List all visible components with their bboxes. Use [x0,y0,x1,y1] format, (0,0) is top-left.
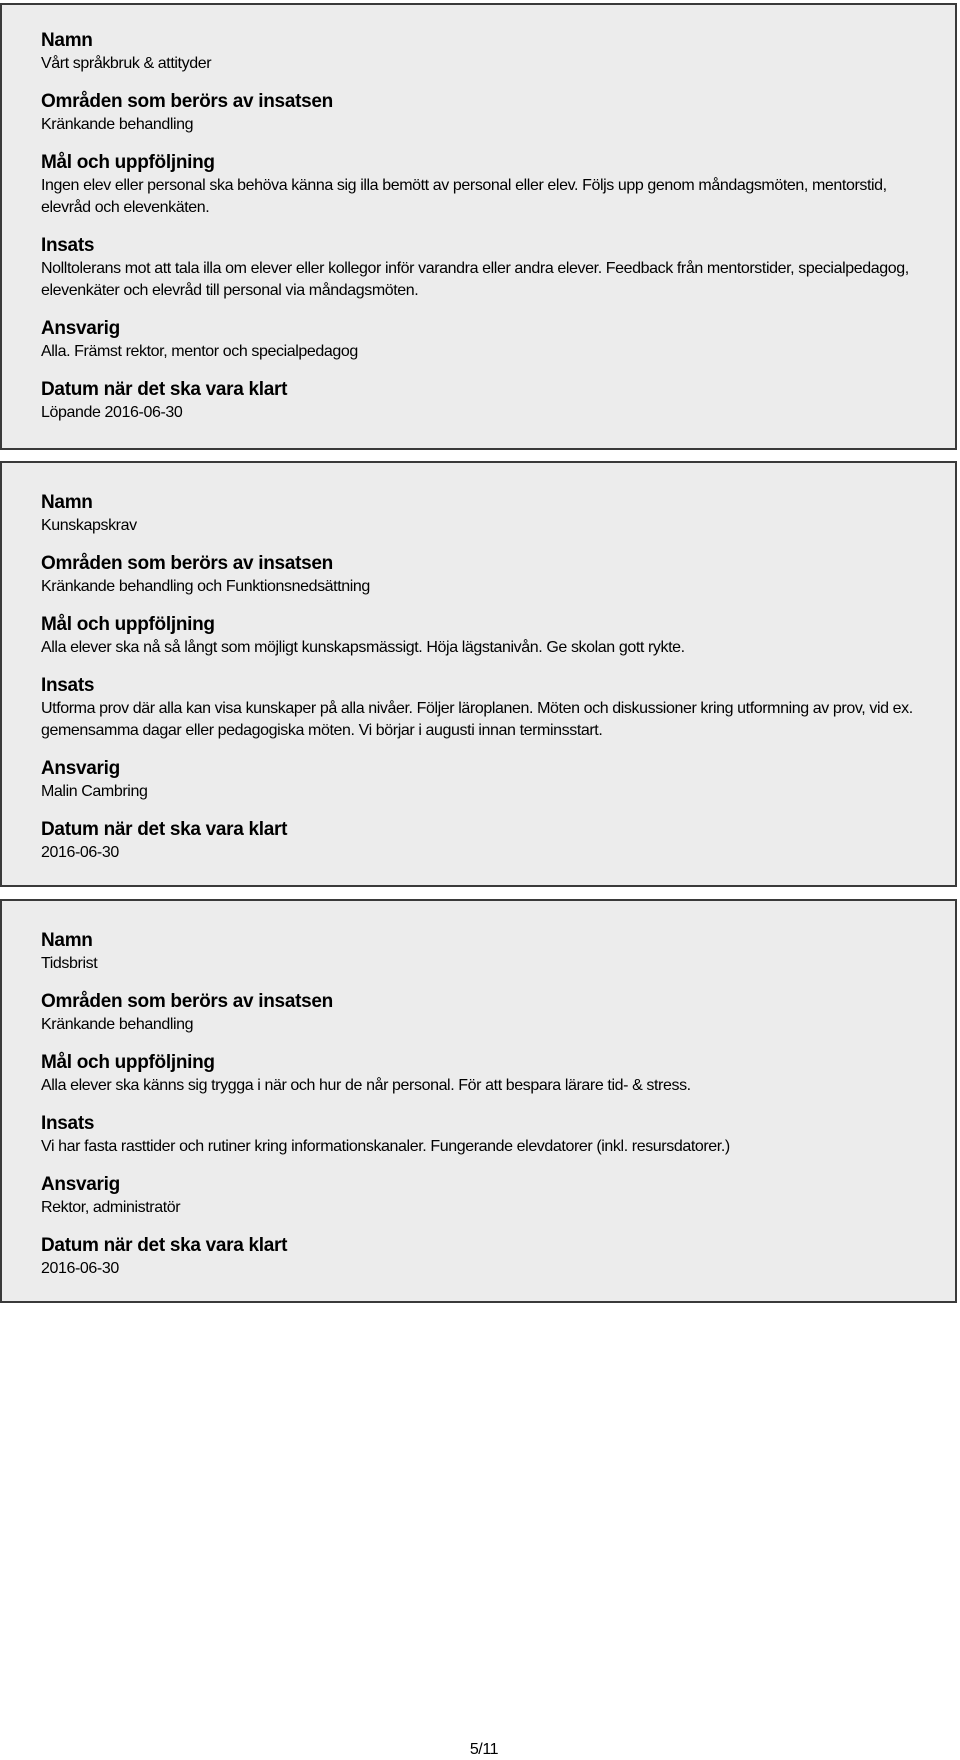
plan-entry-card [0,3,957,450]
field-value: Löpande 2016-06-30 [41,404,183,421]
areas-field [41,552,935,598]
name-field [41,29,935,75]
field-label: Områden som berörs av insatsen [41,553,333,574]
field-label: Ansvarig [41,318,120,339]
field-value: Tidsbrist [41,955,98,972]
field-label: Namn [41,930,93,951]
field-label: Datum när det ska vara klart [41,379,288,400]
action-field [41,674,935,742]
deadline-field [41,818,935,864]
field-value: Ingen elev eller personal ska behöva känna sig illa bemött av personal eller elev. Följs upp genom måndagsmöten, mentorstid, elevråd och elevenkäten. [41,177,887,216]
field-value: Malin Cambring [41,783,148,800]
field-value: Alla elever ska nå så långt som möjligt kunskapsmässigt. Höja lägstanivån. Ge skolan gott rykte. [41,639,685,656]
goal-field [41,613,935,659]
action-field [41,234,935,302]
field-value: Utforma prov där alla kan visa kunskaper på alla nivåer. Följer läroplanen. Möten och diskussioner kring utformning av prov, vid ex. gemensamma dagar eller pedagogiska möten. Vi börjar i augusti innan terminsstart. [41,700,913,739]
areas-field [41,990,935,1036]
deadline-field [41,378,935,424]
field-value: Alla elever ska känns sig trygga i när och hur de når personal. För att bespara lärare tid- & stress. [41,1077,691,1094]
field-value: Vårt språkbruk & attityder [41,55,212,72]
responsible-field [41,757,935,803]
field-label: Datum när det ska vara klart [41,1235,288,1256]
field-label: Namn [41,30,93,51]
name-field [41,929,935,975]
field-label: Ansvarig [41,758,120,779]
page-number: 5/11 [469,1741,499,1758]
deadline-field [41,1234,935,1280]
field-value: Kunskapskrav [41,517,137,534]
field-value: Kränkande behandling [41,116,194,133]
goal-field [41,1051,935,1097]
field-value: Rektor, administratör [41,1199,181,1216]
field-value: Vi har fasta rasttider och rutiner kring informationskanaler. Fungerande elevdatorer (inkl. resursdatorer.) [41,1138,730,1155]
areas-field [41,90,935,136]
field-value: Kränkande behandling och Funktionsnedsättning [41,578,370,595]
field-label: Mål och uppföljning [41,1052,215,1073]
field-value: 2016-06-30 [41,1260,119,1277]
responsible-field [41,1173,935,1219]
plan-entry-card [0,899,957,1303]
field-value: Alla. Främst rektor, mentor och specialpedagog [41,343,358,360]
field-label: Ansvarig [41,1174,120,1195]
field-label: Insats [41,675,95,696]
goal-field [41,151,935,219]
name-field [41,491,935,537]
action-field [41,1112,935,1158]
responsible-field [41,317,935,363]
field-value: Kränkande behandling [41,1016,194,1033]
field-label: Mål och uppföljning [41,152,215,173]
field-label: Insats [41,235,95,256]
field-label: Områden som berörs av insatsen [41,991,333,1012]
field-label: Namn [41,492,93,513]
field-label: Datum när det ska vara klart [41,819,288,840]
field-label: Mål och uppföljning [41,614,215,635]
field-label: Insats [41,1113,95,1134]
field-value: 2016-06-30 [41,844,119,861]
field-label: Områden som berörs av insatsen [41,91,333,112]
plan-entry-card [0,461,957,887]
field-value: Nolltolerans mot att tala illa om elever eller kollegor inför varandra eller andra elever. Feedback från mentorstider, specialpedagog, elevenkäter och elevråd till personal via måndagsmöten. [41,260,909,299]
